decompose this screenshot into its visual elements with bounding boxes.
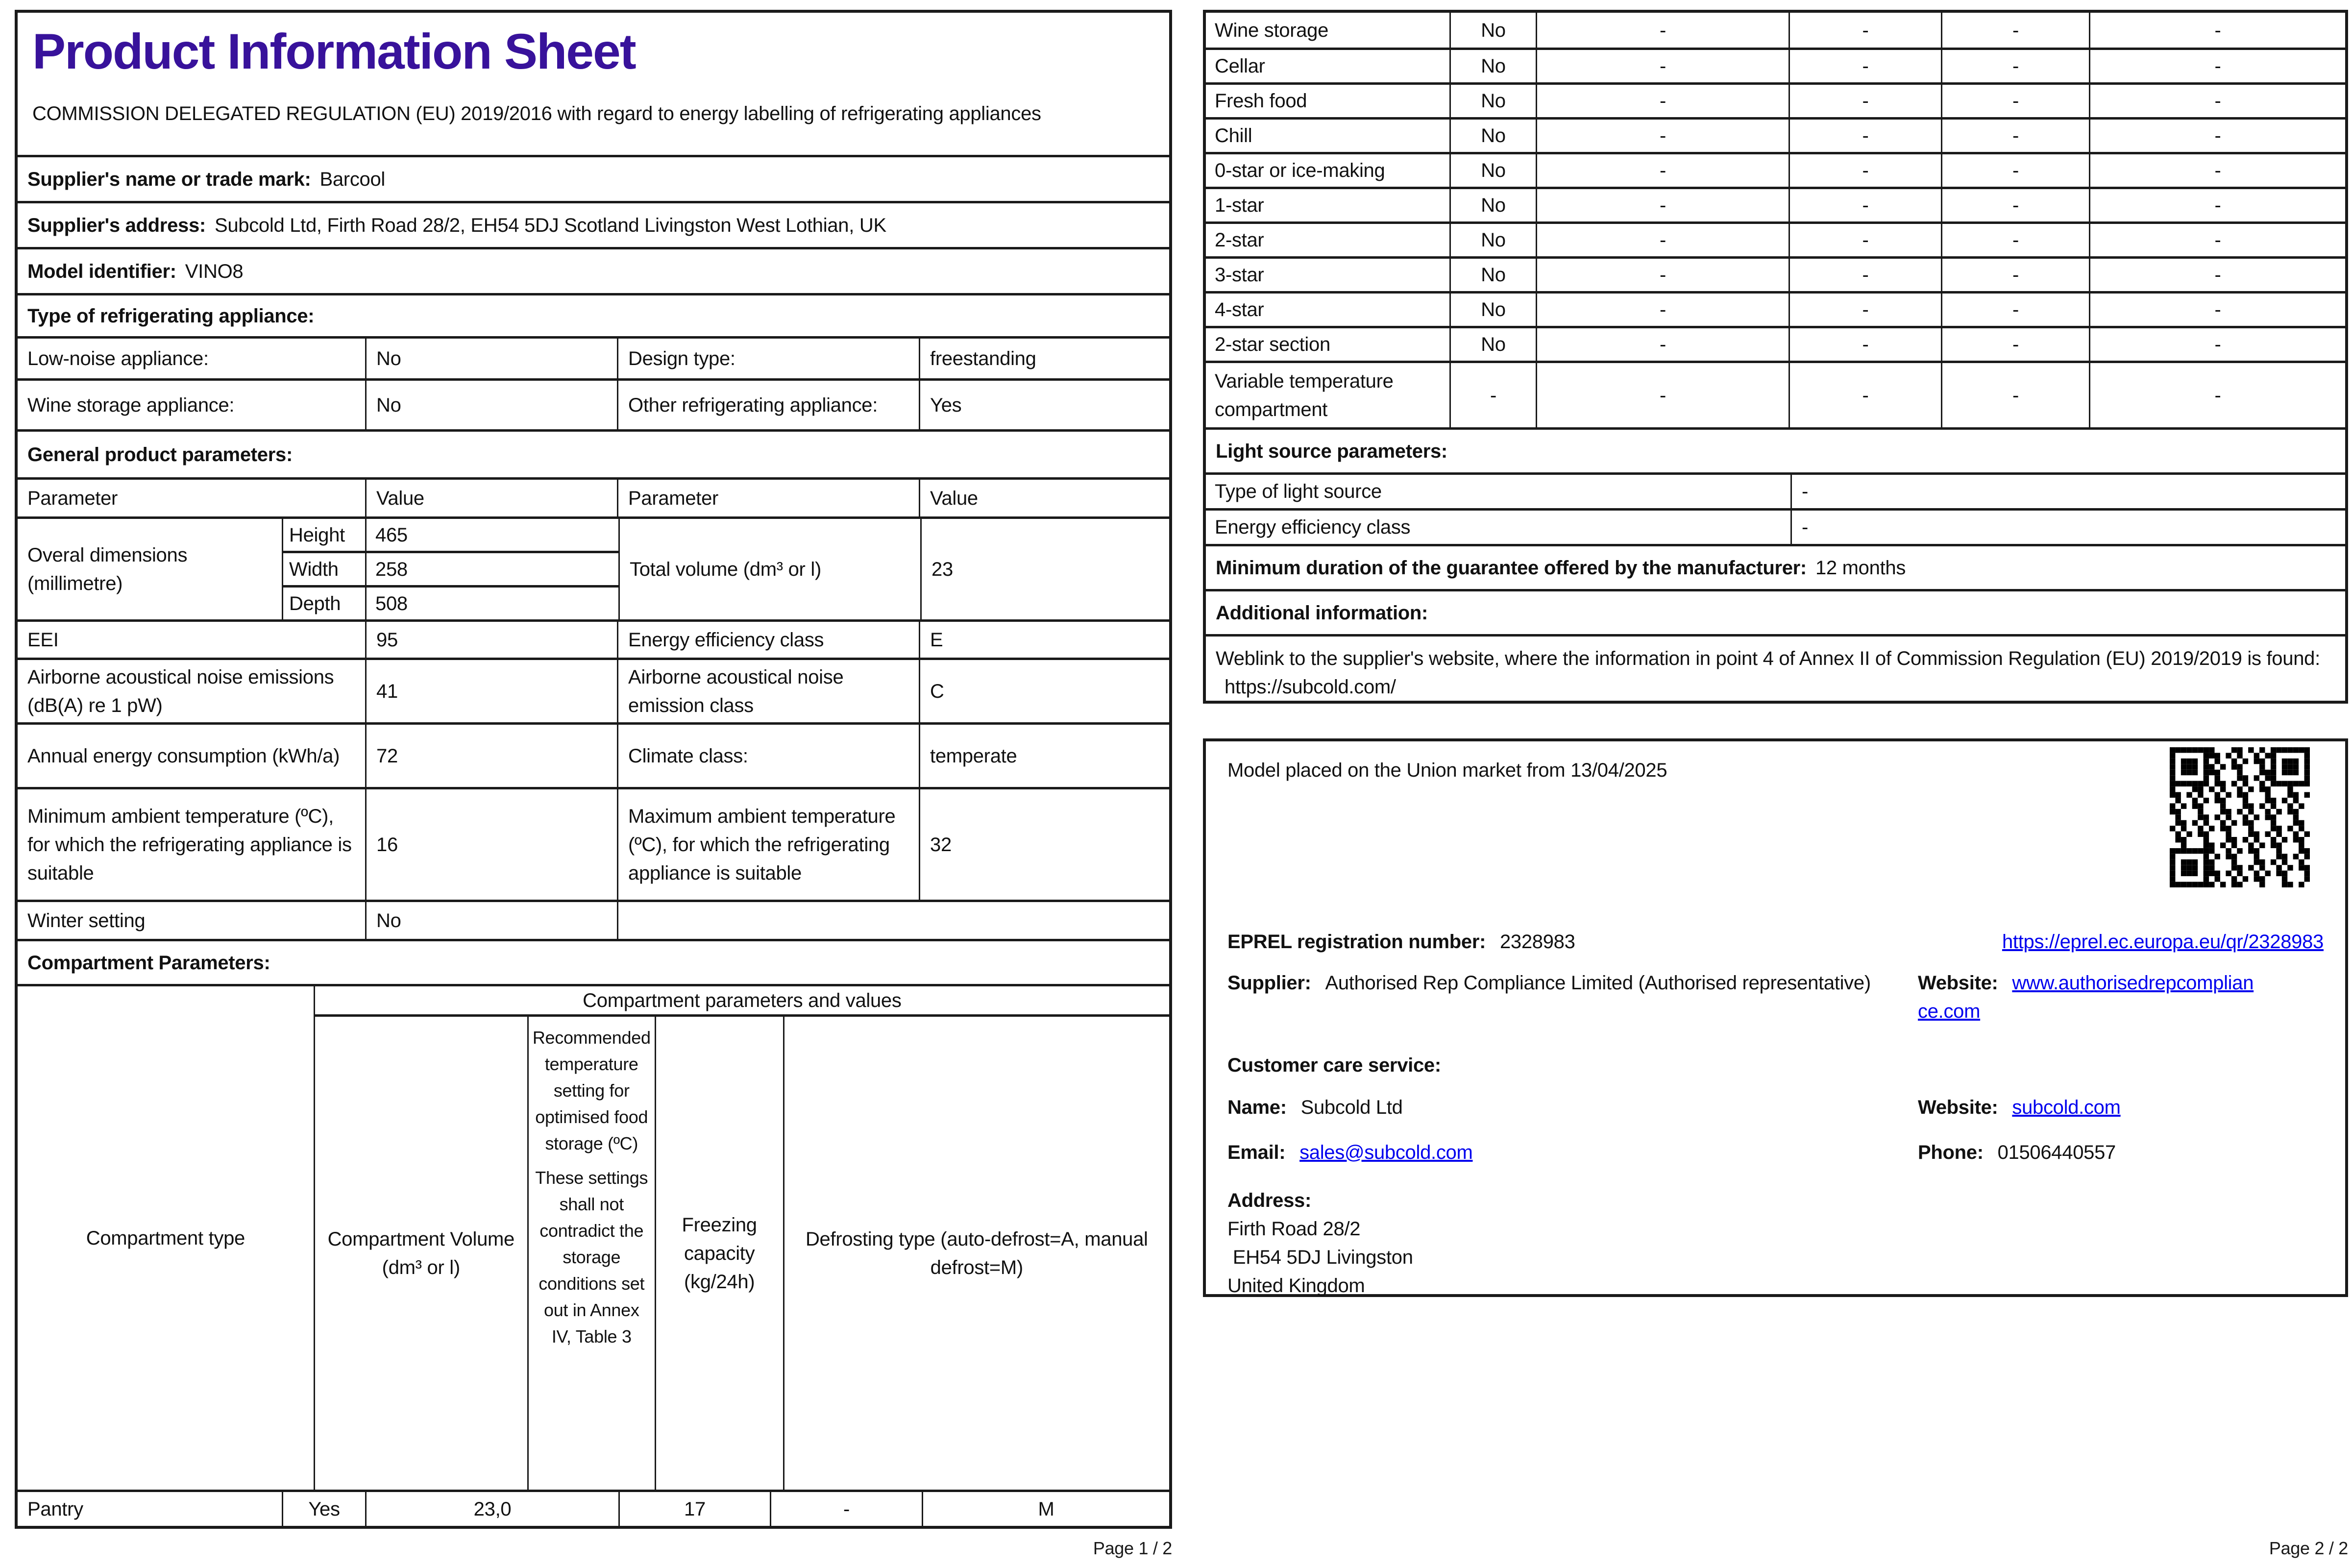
supplier-address-row [18,201,1169,247]
page-2-info-box [1203,738,2348,1297]
compartment-type-header: Compartment type [86,1227,245,1249]
compartment-subheaders [315,1017,1169,1490]
compartment-table-header [18,984,1169,1490]
climate-class-label: Climate class: [617,725,919,787]
compartment-span-header: Compartment parameters and values [315,986,1169,1017]
dash-cell: - [1788,13,1941,48]
height-label: Height [289,524,345,546]
pantry-row [18,1490,1169,1526]
compartment-label: Variable temperature compartment [1215,370,1394,420]
compartment-label: 3-star [1215,264,1264,286]
supplier-row [1227,969,2324,1026]
compartment-value: No [1449,328,1536,361]
weblink-url[interactable]: https://subcold.com/ [1225,676,1396,698]
eei-label: EEI [27,629,59,651]
dash-cell: - [1788,50,1941,82]
total-volume-value: 23 [920,519,1169,619]
energy-class-value: E [919,622,1169,658]
page-1 [15,10,1172,1529]
min-ambient-value: 16 [365,789,617,900]
dash-cell: - [1788,259,1941,291]
light-heading-row [1206,427,2345,472]
dash-cell: - [2089,224,2345,256]
param-header-1: Parameter [27,487,118,509]
light-type-label: Type of light source [1215,481,1382,502]
dash-cell: - [1536,50,1788,82]
light-class-label: Energy efficiency class [1215,516,1411,538]
dash-cell: - [1536,363,1788,427]
max-ambient-value: 32 [919,789,1169,900]
dash-cell: - [1941,224,2089,256]
row-fresh-food [1206,82,2345,117]
depth-value: 508 [365,588,618,619]
height-value: 465 [365,519,618,551]
address-label: Address: [1227,1190,1311,1211]
light-class-value: - [1790,511,2345,544]
row-wine-storage [1206,13,2345,48]
dimensions-subtable [282,519,618,619]
eprel-row [1227,928,2324,956]
weblink-row [1206,634,2345,701]
compartment-heading: Compartment Parameters: [27,952,270,974]
compartment-label: Cellar [1215,55,1265,77]
dash-cell: - [1941,363,2089,427]
model-placed-text: Model placed on the Union market from 13/04/2025 [1227,760,1667,781]
dash-cell: - [1536,154,1788,187]
noise-row [18,658,1169,722]
compartment-value: No [1449,13,1536,48]
type-heading: Type of refrigerating appliance: [27,305,315,327]
dash-cell: - [1536,328,1788,361]
dash-cell: - [2089,13,2345,48]
dash-cell: - [1941,259,2089,291]
customer-website-cell [1918,1093,2324,1122]
ambient-temperature-row [18,787,1169,900]
dash-cell: - [1536,120,1788,152]
eprel-left [1227,928,1575,956]
supplier-name-value: Barcool [319,168,386,190]
recommended-temperature-header [527,1017,655,1490]
design-type-label: Design type: [617,339,919,378]
width-value: 258 [365,553,618,585]
page2-footer: Page 2 / 2 [2269,1538,2348,1558]
compartment-value: No [1449,294,1536,326]
freezing-capacity-header: Freezing capacity (kg/24h) [655,1017,783,1490]
supplier-website-link[interactable]: www.authorisedrepcompliance.com [1918,972,2254,1022]
supplier-label: Supplier: [1227,972,1311,994]
page1-footer: Page 1 / 2 [1093,1538,1172,1558]
pantry-type: Pantry [27,1498,83,1520]
customer-website-label: Website: [1918,1097,1998,1118]
customer-website-link[interactable]: subcold.com [2012,1097,2121,1118]
dash-cell: - [1536,294,1788,326]
customer-phone-value: 01506440557 [1997,1142,2116,1163]
page-2-table [1203,10,2348,704]
low-noise-label: Low-noise appliance: [27,347,209,369]
compartment-label: 2-star [1215,229,1264,251]
pantry-present: Yes [282,1492,365,1526]
title-block [18,13,1169,155]
dash-cell: - [1941,328,2089,361]
dash-cell: - [2089,328,2345,361]
customer-email-row [1227,1138,2324,1167]
additional-heading-row [1206,589,2345,634]
compartment-value: No [1449,85,1536,117]
supplier-name-row [18,155,1169,201]
page-title: Product Information Sheet [32,24,636,79]
dimension-height-row [283,519,618,551]
recommended-temperature-p1: Recommended temperature setting for optimised food storage (ºC) [532,1028,651,1153]
dash-cell: - [1941,120,2089,152]
address-line: EH54 5DJ Livingston [1227,1247,1413,1268]
noise-class-value: C [919,660,1169,722]
dash-cell: - [1788,120,1941,152]
eei-value: 95 [365,622,617,658]
low-noise-row [18,336,1169,378]
compartment-value: No [1449,259,1536,291]
qr-code-svg [2170,747,2310,887]
model-identifier-label: Model identifier: [27,260,176,282]
eprel-number: 2328983 [1499,931,1575,953]
supplier-name-label: Supplier's name or trade mark: [27,168,311,190]
row-3-star [1206,256,2345,291]
row-light-class [1206,508,2345,544]
value-header-1: Value [365,480,617,516]
compartment-label: Wine storage [1215,19,1329,41]
weblink-label: Weblink to the supplier's website, where the information in point 4 of Annex II of Commission Regulation (EU) 2019/2019 is found: [1216,648,2320,669]
low-noise-value: No [365,339,617,378]
dash-cell: - [1536,259,1788,291]
wine-storage-appliance-value: No [365,381,617,429]
dash-cell: - [1788,294,1941,326]
qr-code [2170,747,2310,887]
dash-cell: - [2089,259,2345,291]
dash-cell: - [1536,189,1788,221]
row-4-star [1206,291,2345,326]
value-header-2: Value [919,480,1169,516]
customer-phone-cell [1918,1138,2324,1167]
model-identifier-row [18,247,1169,293]
compartment-value: No [1449,189,1536,221]
customer-phone-label: Phone: [1918,1142,1984,1163]
compartment-label: 0-star or ice-making [1215,160,1385,181]
supplier-address-cell [18,203,1169,247]
dash-cell: - [1941,154,2089,187]
compartment-label: Fresh food [1215,90,1307,112]
compartment-value: No [1449,154,1536,187]
dash-cell: - [2089,154,2345,187]
pantry-defrost: M [922,1492,1169,1526]
dash-cell: - [2089,189,2345,221]
general-heading-row [18,429,1169,477]
dash-cell: - [1941,85,2089,117]
guarantee-value: 12 months [1815,557,1906,579]
customer-care-heading: Customer care service: [1227,1054,1441,1076]
supplier-name-cell [18,157,1169,201]
dash-cell: - [2089,294,2345,326]
other-refrigerating-label: Other refrigerating appliance: [617,381,919,429]
row-1-star [1206,187,2345,221]
dash-cell: - [1941,294,2089,326]
regulation-subtitle: COMMISSION DELEGATED REGULATION (EU) 2019/2016 with regard to energy labelling of refrigerating appliances [32,103,1041,125]
customer-name-label: Name: [1227,1097,1287,1118]
general-heading: General product parameters: [27,443,293,466]
design-type-value: freestanding [919,339,1169,378]
dash-cell: - [1788,224,1941,256]
width-label: Width [289,558,339,580]
annual-energy-value: 72 [365,725,617,787]
dash-cell: - [2089,50,2345,82]
guarantee-cell [1206,546,2345,589]
compartment-header-right [314,986,1169,1490]
param-header-2: Parameter [617,480,919,516]
address-line: Firth Road 28/2 [1227,1218,1361,1240]
annual-energy-row [18,722,1169,787]
model-identifier-cell [18,249,1169,293]
compartment-label: Chill [1215,125,1252,147]
dash-cell: - [1941,50,2089,82]
compartment-heading-row [18,939,1169,984]
customer-email-label: Email: [1227,1142,1286,1163]
pantry-freezing: - [770,1492,922,1526]
depth-label: Depth [289,592,341,614]
annual-energy-label: Annual energy consumption (kWh/a) [27,745,340,767]
dash-cell: - [1536,85,1788,117]
customer-name-value: Subcold Ltd [1300,1097,1403,1118]
energy-class-label: Energy efficiency class [617,622,919,658]
dash-cell: - [2089,85,2345,117]
compartment-value: No [1449,50,1536,82]
dimension-depth-row [283,585,618,619]
winter-setting-label: Winter setting [27,909,146,931]
noise-class-label: Airborne acoustical noise emission class [617,660,919,722]
dimensions-row [18,516,1169,619]
row-2-star [1206,221,2345,256]
pantry-temperature: 17 [618,1492,770,1526]
eei-row [18,619,1169,658]
customer-email-cell [1227,1138,1918,1167]
eprel-link[interactable]: https://eprel.ec.europa.eu/qr/2328983 [2002,931,2324,953]
customer-name-cell [1227,1093,1918,1122]
total-volume-label: Total volume (dm³ or l) [618,519,920,619]
winter-setting-row [18,900,1169,939]
row-chill [1206,117,2345,152]
winter-setting-value: No [365,902,617,939]
supplier-value: Authorised Rep Compliance Limited (Authorised representative) [1325,972,1871,994]
dimension-width-row [283,551,618,585]
supplier-address-value: Subcold Ltd, Firth Road 28/2, EH54 5DJ Scotland Livingston West Lothian, UK [214,214,886,236]
customer-email-link[interactable]: sales@subcold.com [1299,1142,1473,1163]
row-0-star [1206,152,2345,187]
wine-storage-appliance-row [18,378,1169,429]
noise-label: Airborne acoustical noise emissions (dB(A) re 1 pW) [27,666,334,716]
winter-setting-empty [617,902,1169,939]
dash-cell: - [2089,120,2345,152]
weblink-cell [1206,637,2345,701]
compartment-label: 2-star section [1215,334,1330,355]
row-light-type [1206,472,2345,508]
dash-cell: - [1941,189,2089,221]
light-heading: Light source parameters: [1216,440,1447,462]
min-ambient-label: Minimum ambient temperature (ºC), for which the refrigerating appliance is suitable [27,805,352,884]
eprel-label: EPREL registration number: [1227,931,1486,953]
supplier-website-cell [1918,969,2261,1026]
dimensions-label: Overal dimensions (millimetre) [27,544,188,594]
compartment-label: 4-star [1215,299,1264,320]
supplier-cell [1227,969,1918,997]
address-line: United Kingdom [1227,1275,1365,1297]
row-2-star-section [1206,326,2345,361]
supplier-website-label: Website: [1918,972,1998,994]
dash-cell: - [2089,363,2345,427]
supplier-address-label: Supplier's address: [27,214,206,236]
model-identifier-value: VINO8 [185,260,244,282]
compartment-volume-header: Compartment Volume (dm³ or l) [327,1228,514,1278]
dash-cell: - [1788,328,1941,361]
compartment-value: - [1449,363,1536,427]
compartment-value: No [1449,224,1536,256]
compartment-value: No [1449,120,1536,152]
noise-value: 41 [365,660,617,722]
pantry-volume: 23,0 [365,1492,618,1526]
guarantee-row [1206,544,2345,589]
param-header-row [18,477,1169,516]
dash-cell: - [1788,85,1941,117]
recommended-temperature-p2: These settings shall not contradict the storage conditions set out in Annex IV, Table 3 [535,1168,648,1347]
dash-cell: - [1788,189,1941,221]
climate-class-value: temperate [919,725,1169,787]
guarantee-label: Minimum duration of the guarantee offered by the manufacturer: [1216,557,1807,579]
customer-name-row [1227,1093,2324,1122]
dash-cell: - [1941,13,2089,48]
row-variable-temperature [1206,361,2345,427]
dash-cell: - [1536,224,1788,256]
type-heading-row [18,293,1169,336]
row-cellar [1206,48,2345,82]
max-ambient-label: Maximum ambient temperature (ºC), for which the refrigerating appliance is suitable [617,789,919,900]
additional-heading: Additional information: [1216,602,1428,624]
dash-cell: - [1788,363,1941,427]
dash-cell: - [1536,13,1788,48]
light-type-value: - [1790,475,2345,508]
dash-cell: - [1788,154,1941,187]
other-refrigerating-value: Yes [919,381,1169,429]
compartment-label: 1-star [1215,195,1264,216]
wine-storage-appliance-label: Wine storage appliance: [27,394,235,416]
defrosting-type-header: Defrosting type (auto-defrost=A, manual defrost=M) [783,1017,1169,1490]
